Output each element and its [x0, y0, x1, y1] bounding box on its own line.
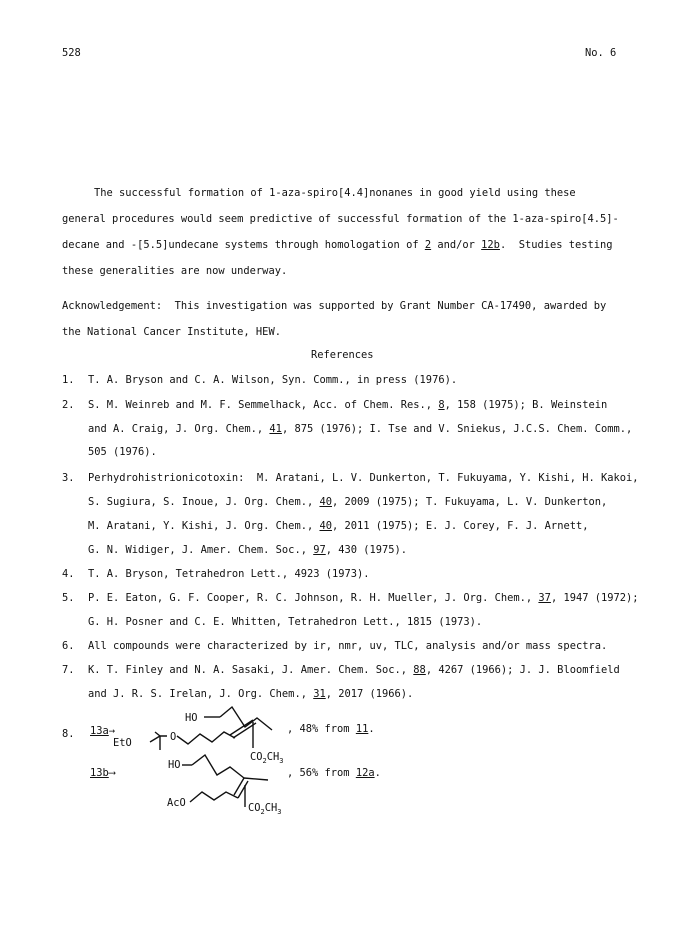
reference-3-line-4: G. N. Widiger, J. Amer. Chem. Soc., 97, 430 (1975).: [88, 544, 408, 556]
paragraph-line-1: The successful formation of 1-aza-spiro[4.4]nonanes in good yield using these: [94, 187, 576, 199]
yield-13b: , 56% from 12a.: [287, 767, 381, 779]
eto-label: EtO: [113, 737, 132, 749]
reaction-arrow: →: [108, 725, 116, 737]
reference-3-line-3: M. Aratani, Y. Kishi, J. Org. Chem., 40, 2011 (1975); E. J. Corey, F. J. Arnett,: [88, 520, 589, 532]
compound-ref: 2: [424, 239, 432, 251]
reference-2-line-1: S. M. Weinreb and M. F. Semmelhack, Acc. of Chem. Res., 8, 158 (1975); B. Weinstein: [88, 399, 608, 411]
acknowledgement-line-1: Acknowledgement: This investigation was supported by Grant Number CA-17490, awarded by: [62, 300, 607, 312]
references-heading: References: [311, 349, 374, 361]
compound-ref: 12b: [481, 239, 500, 251]
compound-13b-label: 13b⟶: [90, 767, 116, 779]
aco-label: AcO: [167, 797, 186, 809]
reference-6: All compounds were characterized by ir, nmr, uv, TLC, analysis and/or mass spectra.: [88, 640, 608, 652]
reference-7-line-2: and J. R. S. Irelan, J. Org. Chem., 31, 2017 (1966).: [88, 688, 414, 700]
reference-1: T. A. Bryson and C. A. Wilson, Syn. Comm., in press (1976).: [88, 374, 458, 386]
reference-4: T. A. Bryson, Tetrahedron Lett., 4923 (1973).: [88, 568, 370, 580]
reference-7-line-1: K. T. Finley and N. A. Sasaki, J. Amer. Chem. Soc., 88, 4267 (1966); J. J. Bloomfield: [88, 664, 620, 676]
structure-13b-diagram: [150, 750, 290, 820]
reference-2-line-2: and A. Craig, J. Org. Chem., 41, 875 (1976); I. Tse and V. Sniekus, J.C.S. Chem. Comm.,: [88, 423, 633, 435]
ether-oxygen-label: O: [170, 731, 177, 743]
yield-13a: , 48% from 11.: [287, 723, 375, 735]
reference-3-line-1: Perhydrohistrionicotoxin: M. Aratani, L. V. Dunkerton, T. Fukuyama, Y. Kishi, H. Kakoi,: [88, 472, 639, 484]
paragraph-line-3: decane and -[5.5]undecane systems through homologation of 2 and/or 12b. Studies testing: [62, 239, 613, 251]
reaction-arrow: ⟶: [108, 767, 116, 779]
page-number: 528: [62, 47, 81, 59]
ref-number: 8.: [62, 728, 75, 740]
reference-3-line-2: S. Sugiura, S. Inoue, J. Org. Chem., 40, 2009 (1975); T. Fukuyama, L. V. Dunkerton,: [88, 496, 608, 508]
ho-label-a: HO: [185, 712, 198, 724]
paragraph-line-4: these generalities are now underway.: [62, 265, 288, 277]
ref-number: 1.: [62, 374, 75, 386]
ester-label-a: $CO_2CH_3$: [250, 751, 284, 766]
ho-label-b: HO: [168, 759, 181, 771]
ref-number: 2.: [62, 399, 75, 411]
acknowledgement-line-2: the National Cancer Institute, HEW.: [62, 326, 281, 338]
reference-2-line-3: 505 (1976).: [88, 446, 157, 458]
reference-5-line-1: P. E. Eaton, G. F. Cooper, R. C. Johnson, R. H. Mueller, J. Org. Chem., 37, 1947 (1972);: [88, 592, 639, 604]
issue-number: No. 6: [585, 47, 617, 59]
ref-number: 4.: [62, 568, 75, 580]
ref-number: 6.: [62, 640, 75, 652]
ref-number: 5.: [62, 592, 75, 604]
ref-number: 7.: [62, 664, 75, 676]
paragraph-line-2: general procedures would seem predictive of successful formation of the 1-aza-spiro[4.5]-: [62, 213, 619, 225]
reference-5-line-2: G. H. Posner and C. E. Whitten, Tetrahedron Lett., 1815 (1973).: [88, 616, 483, 628]
ester-label-b: $CO_2CH_3$: [248, 802, 282, 817]
ref-number: 3.: [62, 472, 75, 484]
compound-13a-label: 13a→: [90, 725, 116, 737]
